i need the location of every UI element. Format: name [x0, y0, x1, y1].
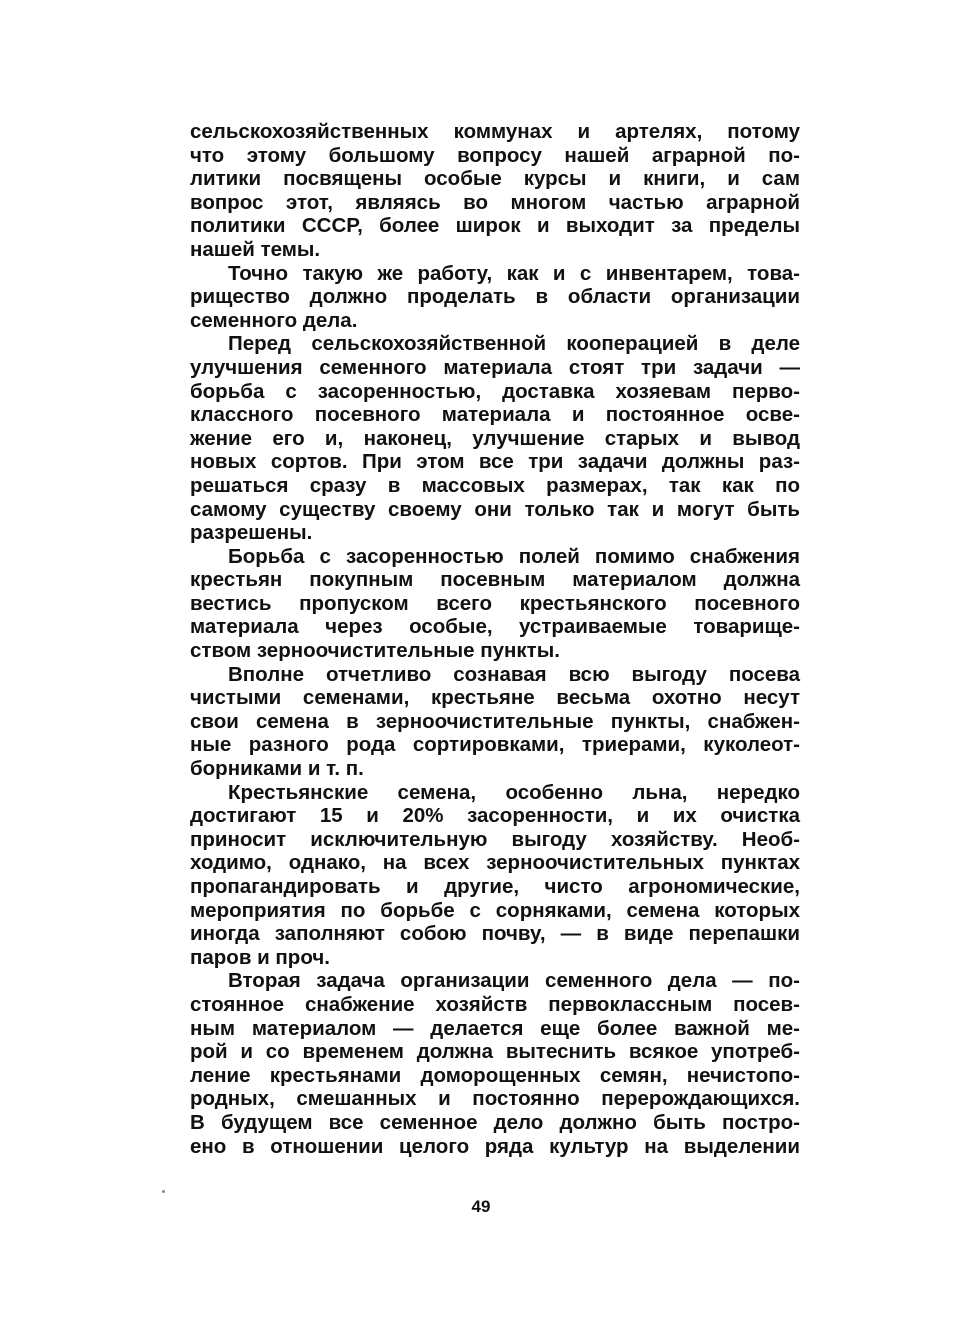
text-line: политики СССР, более широк и выходит за пределы [190, 214, 800, 238]
text-line: новых сортов. При этом все три задачи должны раз- [190, 450, 800, 474]
text-line: ные разного рода сортировками, триерами, куколеот- [190, 733, 800, 757]
paragraph [190, 663, 800, 781]
text-line: вестись пропуском всего крестьянского посевного [190, 591, 800, 615]
paragraph [190, 781, 800, 970]
text-line: ным материалом — делается еще более важной ме- [190, 1016, 800, 1040]
text-line: разрешены. [190, 521, 313, 545]
text-line: материала через особые, устраиваемые товарище- [190, 615, 800, 639]
text-line: ление крестьянами доморощенных семян, нечистопо- [190, 1063, 800, 1087]
text-line: иногда заполняют собою почву, — в виде перепашки [190, 922, 800, 946]
text-line: самому существу своему они только так и могут быть [190, 497, 800, 521]
body-text [190, 120, 800, 1158]
text-line: литики посвящены особые курсы и книги, и сам [190, 167, 800, 191]
text-line: нашей темы. [190, 237, 321, 261]
text-line: улучшения семенного материала стоят три задачи — [190, 355, 800, 379]
text-line: приносит исключительную выгоду хозяйству. Необ- [190, 827, 800, 851]
paragraph [190, 332, 800, 544]
text-line: Вполне отчетливо сознавая всю выгоду посева [228, 662, 800, 686]
text-line: мероприятия по борьбе с сорняками, семена которых [190, 898, 800, 922]
text-line: борьба с засоренностью, доставка хозяевам перво- [190, 379, 800, 403]
paragraph [190, 545, 800, 663]
text-line: Крестьянские семена, особенно льна, нередко [228, 780, 800, 804]
text-line: пропагандировать и другие, чисто агрономические, [190, 875, 800, 898]
text-line: В будущем все семенное дело должно быть постро- [190, 1110, 800, 1134]
paragraph [190, 120, 800, 262]
text-line: Точно такую же работу, как и с инвентарем, това- [228, 261, 800, 285]
text-line: стоянное снабжение хозяйств первоклассным посев- [190, 992, 800, 1016]
text-line: свои семена в зерноочистительные пункты, снабжен- [190, 709, 800, 733]
text-line: достигают 15 и 20% засоренности, и их очистка [190, 804, 800, 828]
text-line: крестьян покупным посевным материалом должна [190, 568, 800, 592]
text-line: решаться сразу в массовых размерах, так как по [190, 473, 800, 497]
text-line: паров и проч. [190, 945, 330, 969]
text-line: семенного дела. [190, 308, 358, 332]
scan-speck [162, 1190, 165, 1193]
text-line: рищество должно проделать в области организации [190, 285, 800, 309]
text-line: борниками и т. п. [190, 757, 364, 781]
text-line: ходимо, однако, на всех зерноочистительных пунктах [190, 851, 800, 875]
text-line: классного посевного материала и постоянное осве- [190, 403, 800, 427]
paragraph [190, 262, 800, 333]
text-line: Борьба с засоренностью полей помимо снабжения [228, 544, 800, 568]
text-line: вопрос этот, являясь во многом частью аграрной [190, 190, 800, 214]
text-line: сельскохозяйственных коммунах и артелях, потому [190, 120, 800, 143]
text-line: родных, смешанных и постоянно перерождающихся. [190, 1087, 800, 1111]
text-line: рой и со временем должна вытеснить всякое употреб- [190, 1040, 800, 1064]
page-number: 49 [471, 1197, 491, 1216]
paragraph [190, 969, 800, 1158]
text-line: Перед сельскохозяйственной кооперацией в деле [228, 332, 800, 356]
text-line: Вторая задача организации семенного дела — по- [228, 969, 800, 993]
text-line: чистыми семенами, крестьяне весьма охотно несут [190, 686, 800, 710]
text-line: ством зерноочистительные пункты. [190, 639, 560, 663]
text-line: жение его и, наконец, улучшение старых и вывод [190, 426, 800, 450]
text-line: ено в отношении целого ряда культур на выделении [190, 1134, 800, 1158]
text-line: что этому большому вопросу нашей аграрной по- [190, 143, 800, 167]
